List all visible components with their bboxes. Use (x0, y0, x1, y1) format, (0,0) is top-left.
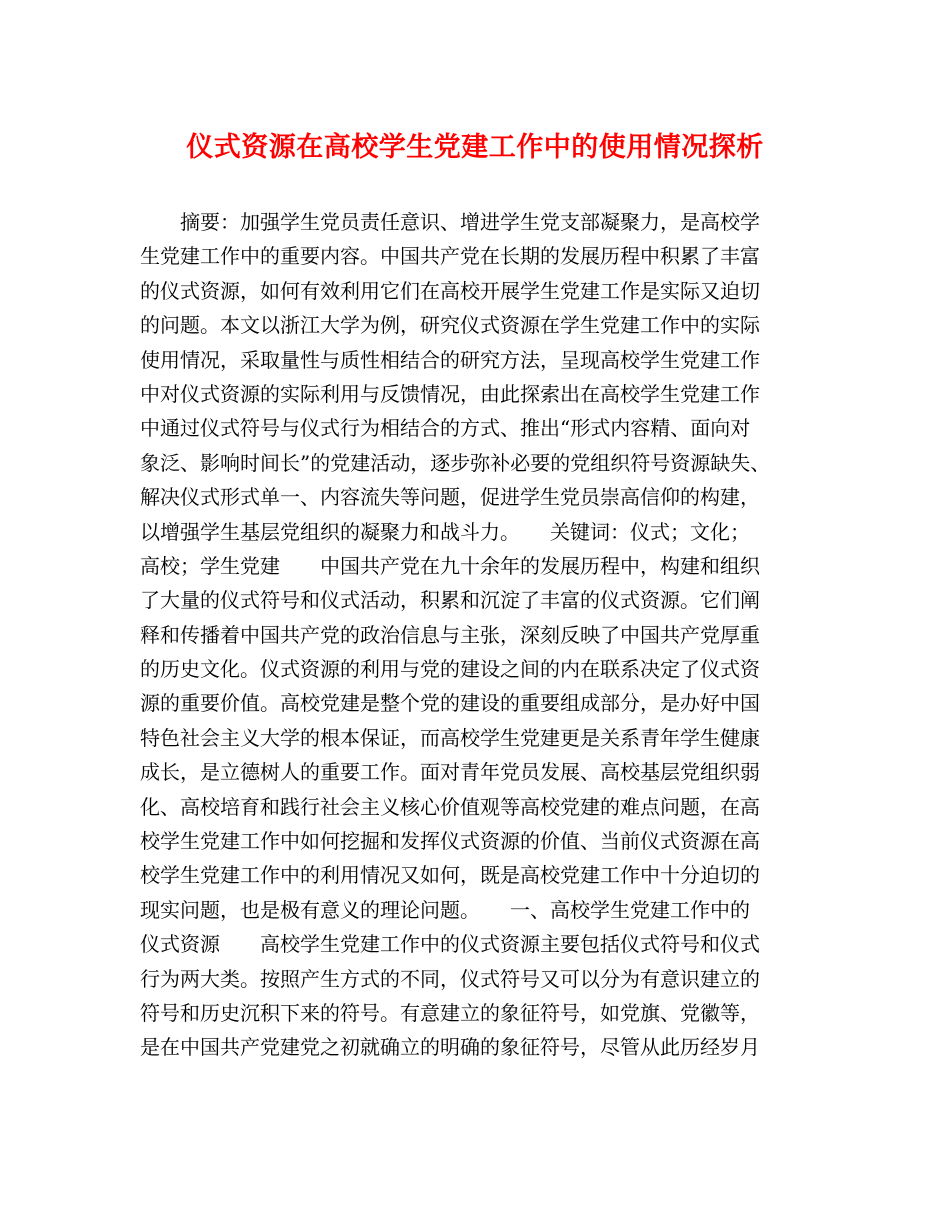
body-line: 是在中国共产党建党之初就确立的明确的象征符号，尽管从此历经岁月 (140, 1035, 760, 1060)
body-line: 释和传播着中国共产党的政治信息与主张，深刻反映了中国共产党厚重 (140, 622, 760, 647)
body-line: 仪式资源 高校学生党建工作中的仪式资源主要包括仪式符号和仪式 (140, 932, 760, 957)
body-line: 摘要：加强学生党员责任意识、增进学生党支部凝聚力，是高校学 (140, 210, 760, 234)
body-line: 行为两大类。按照产生方式的不同，仪式符号又可以分为有意识建立的 (140, 966, 760, 991)
body-line: 象泛、影响时间长”的党建活动，逐步弥补必要的党组织符号资源缺失、 (140, 450, 771, 475)
body-line: 使用情况，采取量性与质性相结合的研究方法，呈现高校学生党建工作 (140, 347, 760, 372)
body-line: 源的重要价值。高校党建是整个党的建设的重要组成部分，是办好中国 (140, 691, 760, 716)
body-line: 化、高校培育和践行社会主义核心价值观等高校党建的难点问题，在高 (140, 794, 760, 819)
body-line: 的仪式资源，如何有效利用它们在高校开展学生党建工作是实际又迫切 (140, 278, 760, 303)
body-line: 成长，是立德树人的重要工作。面对青年党员发展、高校基层党组织弱 (140, 760, 760, 785)
body-line: 的问题。本文以浙江大学为例，研究仪式资源在学生党建工作中的实际 (140, 313, 760, 338)
body-line: 中通过仪式符号与仪式行为相结合的方式、推出“形式内容精、面向对 (140, 416, 751, 441)
body-line: 了大量的仪式符号和仪式活动，积累和沉淀了丰富的仪式资源。它们阐 (140, 588, 760, 613)
body-line: 校学生党建工作中如何挖掘和发挥仪式资源的价值、当前仪式资源在高 (140, 829, 760, 854)
body-line: 的历史文化。仪式资源的利用与党的建设之间的内在联系决定了仪式资 (140, 657, 760, 682)
document-title: 仪式资源在高校学生党建工作中的使用情况探析 (186, 132, 764, 163)
body-line: 校学生党建工作中的利用情况又如何，既是高校党建工作中十分迫切的 (140, 863, 760, 888)
body-line: 生党建工作中的重要内容。中国共产党在长期的发展历程中积累了丰富 (140, 244, 760, 269)
body-line: 以增强学生基层党组织的凝聚力和战斗力。 关键词：仪式；文化； (140, 519, 750, 544)
body-line: 中对仪式资源的实际利用与反馈情况，由此探索出在高校学生党建工作 (140, 381, 760, 406)
body-line: 特色社会主义大学的根本保证，而高校学生党建更是关系青年学生健康 (140, 725, 760, 750)
body-line: 解决仪式形式单一、内容流失等问题，促进学生党员崇高信仰的构建， (140, 485, 760, 510)
document-body (140, 205, 820, 1065)
body-line: 现实问题，也是极有意义的理论问题。 一、高校学生党建工作中的 (140, 897, 750, 922)
body-line: 符号和历史沉积下来的符号。有意建立的象征符号，如党旗、党徽等， (140, 1000, 760, 1025)
body-line: 高校；学生党建 中国共产党在九十余年的发展历程中，构建和组织 (140, 553, 760, 578)
